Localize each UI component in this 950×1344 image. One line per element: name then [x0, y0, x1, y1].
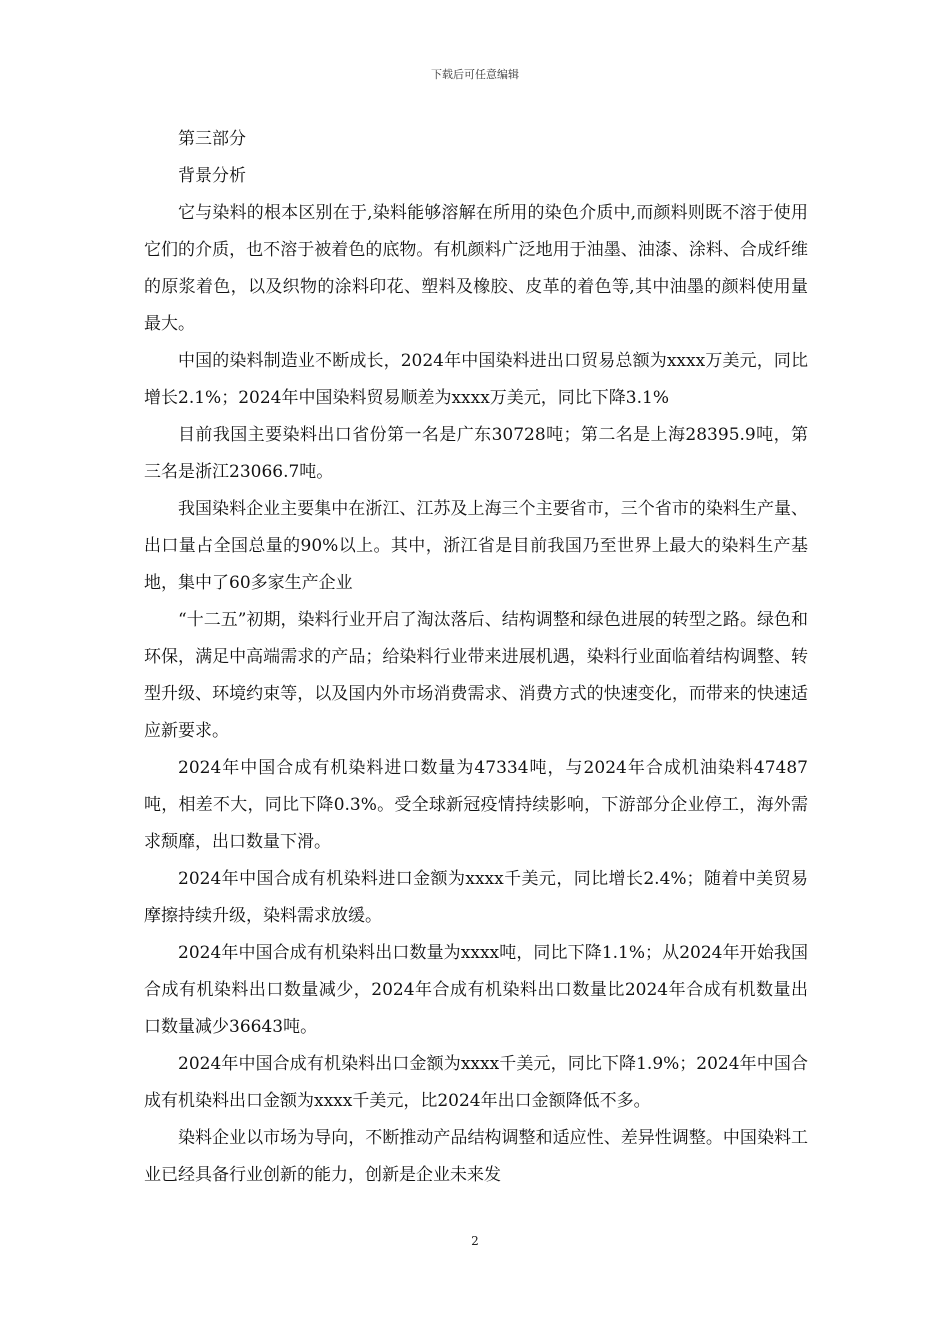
paragraph-9: 2024年中国合成有机染料出口金额为xxxx千美元，同比下降1.9%；2024年中国合成有机染料出口金额为xxxx千美元，比2024年出口金额降低不多。 [144, 1054, 808, 1111]
paragraph-2: 中国的染料制造业不断成长，2024年中国染料进出口贸易总额为xxxx万美元，同比增长2.1%；2024年中国染料贸易顺差为xxxx万美元，同比下降3.1% [144, 351, 808, 408]
paragraph-10: 染料企业以市场为导向，不断推动产品结构调整和适应性、差异性调整。中国染料工业已经具备行业创新的能力，创新是企业未来发 [144, 1128, 808, 1185]
paragraph-7: 2024年中国合成有机染料进口金额为xxxx千美元，同比增长2.4%；随着中美贸易摩擦持续升级，染料需求放缓。 [144, 869, 808, 926]
section-title: 第三部分 [178, 129, 246, 149]
paragraph-5: “十二五”初期，染料行业开启了淘汰落后、结构调整和绿色进展的转型之路。绿色和环保，满足中高端需求的产品；给染料行业带来进展机遇，染料行业面临着结构调整、转型升级、环境约束等，以及国内外市场消费需求、消费方式的快速变化，而带来的快速适应新要求。 [144, 610, 808, 741]
subsection-title: 背景分析 [178, 166, 246, 186]
paragraph-4: 我国染料企业主要集中在浙江、江苏及上海三个主要省市，三个省市的染料生产量、出口量占全国总量的90%以上。其中，浙江省是目前我国乃至世界上最大的染料生产基地，集中了60多家生产企业 [144, 499, 808, 593]
document-body [144, 121, 808, 1194]
paragraph-6: 2024年中国合成有机染料进口数量为47334吨，与2024年合成机油染料47487吨，相差不大，同比下降0.3%。受全球新冠疫情持续影响，下游部分企业停工，海外需求颓靡，出口数量下滑。 [144, 758, 808, 852]
page-number: 2 [471, 1234, 479, 1248]
paragraph-8: 2024年中国合成有机染料出口数量为xxxx吨，同比下降1.1%；从2024年开始我国合成有机染料出口数量减少，2024年合成有机染料出口数量比2024年合成有机数量出口数量减少36643吨。 [144, 943, 808, 1037]
paragraph-3: 目前我国主要染料出口省份第一名是广东30728吨；第二名是上海28395.9吨，第三名是浙江23066.7吨。 [144, 425, 808, 482]
paragraph-1: 它与染料的根本区别在于,染料能够溶解在所用的染色介质中,而颜料则既不溶于使用它们的介质，也不溶于被着色的底物。有机颜料广泛地用于油墨、油漆、涂料、合成纤维的原浆着色，以及织物的涂料印花、塑料及橡胶、皮革的着色等,其中油墨的颜料使用量最大。 [144, 203, 808, 334]
page-header: 下载后可任意编辑 [431, 68, 519, 81]
